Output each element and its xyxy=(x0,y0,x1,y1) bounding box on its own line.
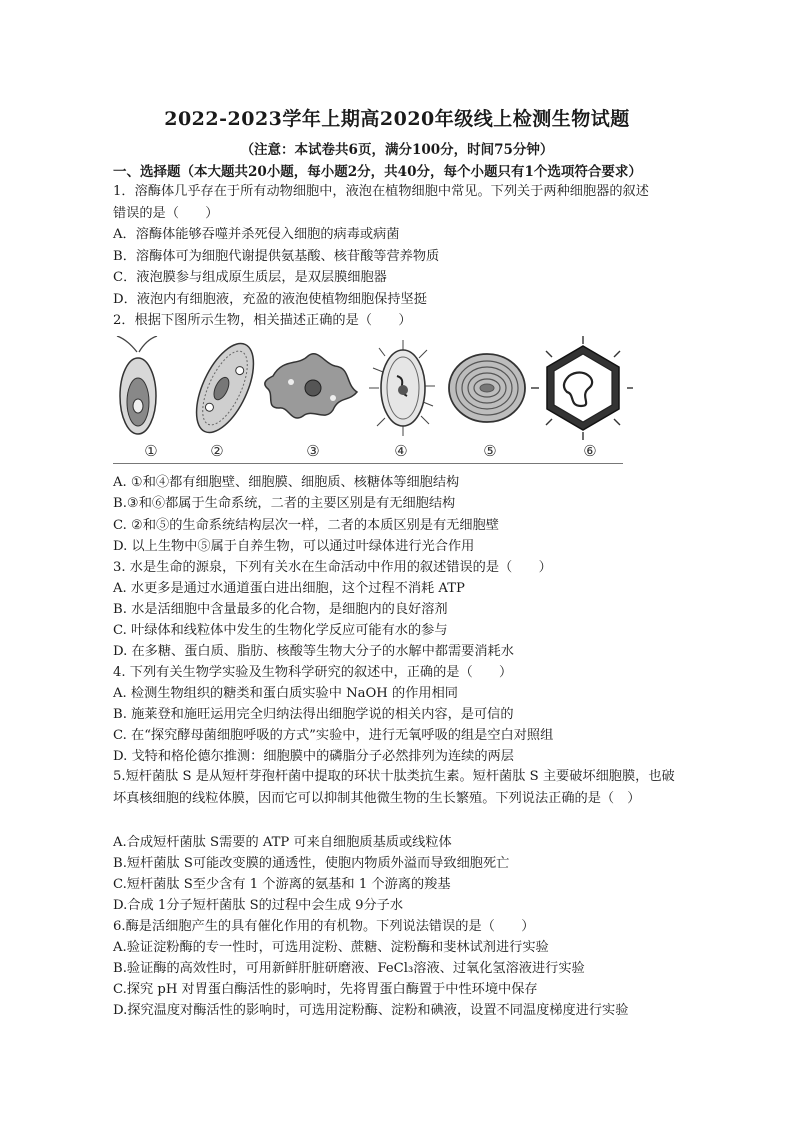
organism-6-virus xyxy=(531,336,633,440)
q4-option-b: B. 施莱登和施旺运用完全归纳法得出细胞学说的相关内容，是可信的 xyxy=(113,707,514,722)
q4-option-a: A. 检测生物组织的糖类和蛋白质实验中 NaOH 的作用相同 xyxy=(113,686,458,701)
q2-option-d: D. 以上生物中⑤属于自养生物，可以通过叶绿体进行光合作用 xyxy=(113,539,475,554)
q2-option-b: B.③和⑥都属于生命系统，二者的主要区别是有无细胞结构 xyxy=(113,496,456,511)
organism-2-paramecium xyxy=(185,336,265,441)
q4-option-d: D. 戈特和格伦德尔推测：细胞膜中的磷脂分子必然排列为连续的两层 xyxy=(113,749,514,764)
figure-divider xyxy=(113,463,623,464)
figure-label-3: ③ xyxy=(306,442,320,460)
exam-note: （注意：本试卷共6页，满分100分，时间75分钟） xyxy=(240,142,554,158)
figure-label-2: ② xyxy=(210,442,224,460)
q5-option-c: C.短杆菌肽 S至少含有 1 个游离的氨基和 1 个游离的羧基 xyxy=(113,877,451,892)
organism-1-chlamydomonas xyxy=(117,336,157,434)
q1-option-b: B．溶酶体可为细胞代谢提供氨基酸、核苷酸等营养物质 xyxy=(113,249,440,264)
q6-option-b: B.验证酶的高效性时，可用新鲜肝脏研磨液、FeCl₃溶液、过氧化氢溶液进行实验 xyxy=(113,961,585,976)
q1-option-c: C．液泡膜参与组成原生质层，是双层膜细胞器 xyxy=(113,270,387,285)
q6-option-c: C.探究 pH 对胃蛋白酶活性的影响时，先将胃蛋白酶置于中性环境中保存 xyxy=(113,982,538,997)
q2-stem: 2．根据下图所示生物，相关描述正确的是（ ） xyxy=(113,313,412,328)
organism-4-bacterium xyxy=(369,340,435,436)
q2-option-c: C. ②和⑤的生命系统结构层次一样，二者的本质区别是有无细胞壁 xyxy=(113,518,499,533)
q5-stem: 5.短杆菌肽 S 是从短杆芽孢杆菌中提取的环状十肽类抗生素。短杆菌肽 S 主要破坏细胞膜，也破坏真核细胞的线粒体膜，因而它可以抑制其他微生物的生长繁殖。下列说法正确的是（ ） xyxy=(113,769,675,806)
q3-stem: 3. 水是生命的源泉，下列有关水在生命活动中作用的叙述错误的是（ ） xyxy=(113,560,552,575)
q5-option-b: B.短杆菌肽 S可能改变膜的通透性，使胞内物质外溢而导致细胞死亡 xyxy=(113,856,510,871)
q6-option-a: A.验证淀粉酶的专一性时，可选用淀粉、蔗糖、淀粉酶和斐林试剂进行实验 xyxy=(113,940,549,955)
q6-stem: 6.酶是活细胞产生的具有催化作用的有机物。下列说法错误的是（ ） xyxy=(113,919,535,934)
q1-stem-line2: 错误的是（ ） xyxy=(113,206,219,221)
figure-label-6: ⑥ xyxy=(583,442,597,460)
organism-3-amoeba xyxy=(265,354,357,418)
q4-option-c: C. 在“探究酵母菌细胞呼吸的方式”实验中，进行无氧呼吸的组是空白对照组 xyxy=(113,728,554,743)
figure-labels xyxy=(113,442,633,462)
figure-label-4: ④ xyxy=(394,442,408,460)
q1-stem-line1: 1．溶酶体几乎存在于所有动物细胞中，液泡在植物细胞中常见。下列关于两种细胞器的叙述 xyxy=(113,184,649,199)
q5-option-a: A.合成短杆菌肽 S需要的 ATP 可来自细胞质基质或线粒体 xyxy=(113,835,452,850)
q3-option-c: C. 叶绿体和线粒体中发生的生物化学反应可能有水的参与 xyxy=(113,623,448,638)
q4-stem: 4. 下列有关生物学实验及生物科学研究的叙述中，正确的是（ ） xyxy=(113,665,513,680)
section-heading: 一、选择题（本大题共20小题，每小题2分，共40分，每个小题只有1个选项符合要求） xyxy=(113,164,642,180)
organism-5-cyanobacterium xyxy=(449,354,525,422)
q3-option-d: D. 在多糖、蛋白质、脂肪、核酸等生物大分子的水解中都需要消耗水 xyxy=(113,644,514,659)
q1-option-d: D．液泡内有细胞液，充盈的液泡使植物细胞保持坚挺 xyxy=(113,292,427,307)
figure-label-5: ⑤ xyxy=(483,442,497,460)
q1-option-a: A．溶酶体能够吞噬并杀死侵入细胞的病毒或病菌 xyxy=(113,227,400,242)
q5-option-d: D.合成 1分子短杆菌肽 S的过程中会生成 9分子水 xyxy=(113,898,404,913)
figure-label-1: ① xyxy=(144,442,158,460)
q6-option-d: D.探究温度对酶活性的影响时，可选用淀粉酶、淀粉和碘液，设置不同温度梯度进行实验 xyxy=(113,1003,629,1018)
q2-option-a: A. ①和④都有细胞壁、细胞膜、细胞质、核糖体等细胞结构 xyxy=(113,475,460,490)
q3-option-a: A. 水更多是通过水通道蛋白进出细胞，这个过程不消耗 ATP xyxy=(113,581,465,596)
page-title: 2022-2023学年上期高2020年级线上检测生物试题 xyxy=(164,108,630,130)
q3-option-b: B. 水是活细胞中含量最多的化合物，是细胞内的良好溶剂 xyxy=(113,602,448,617)
